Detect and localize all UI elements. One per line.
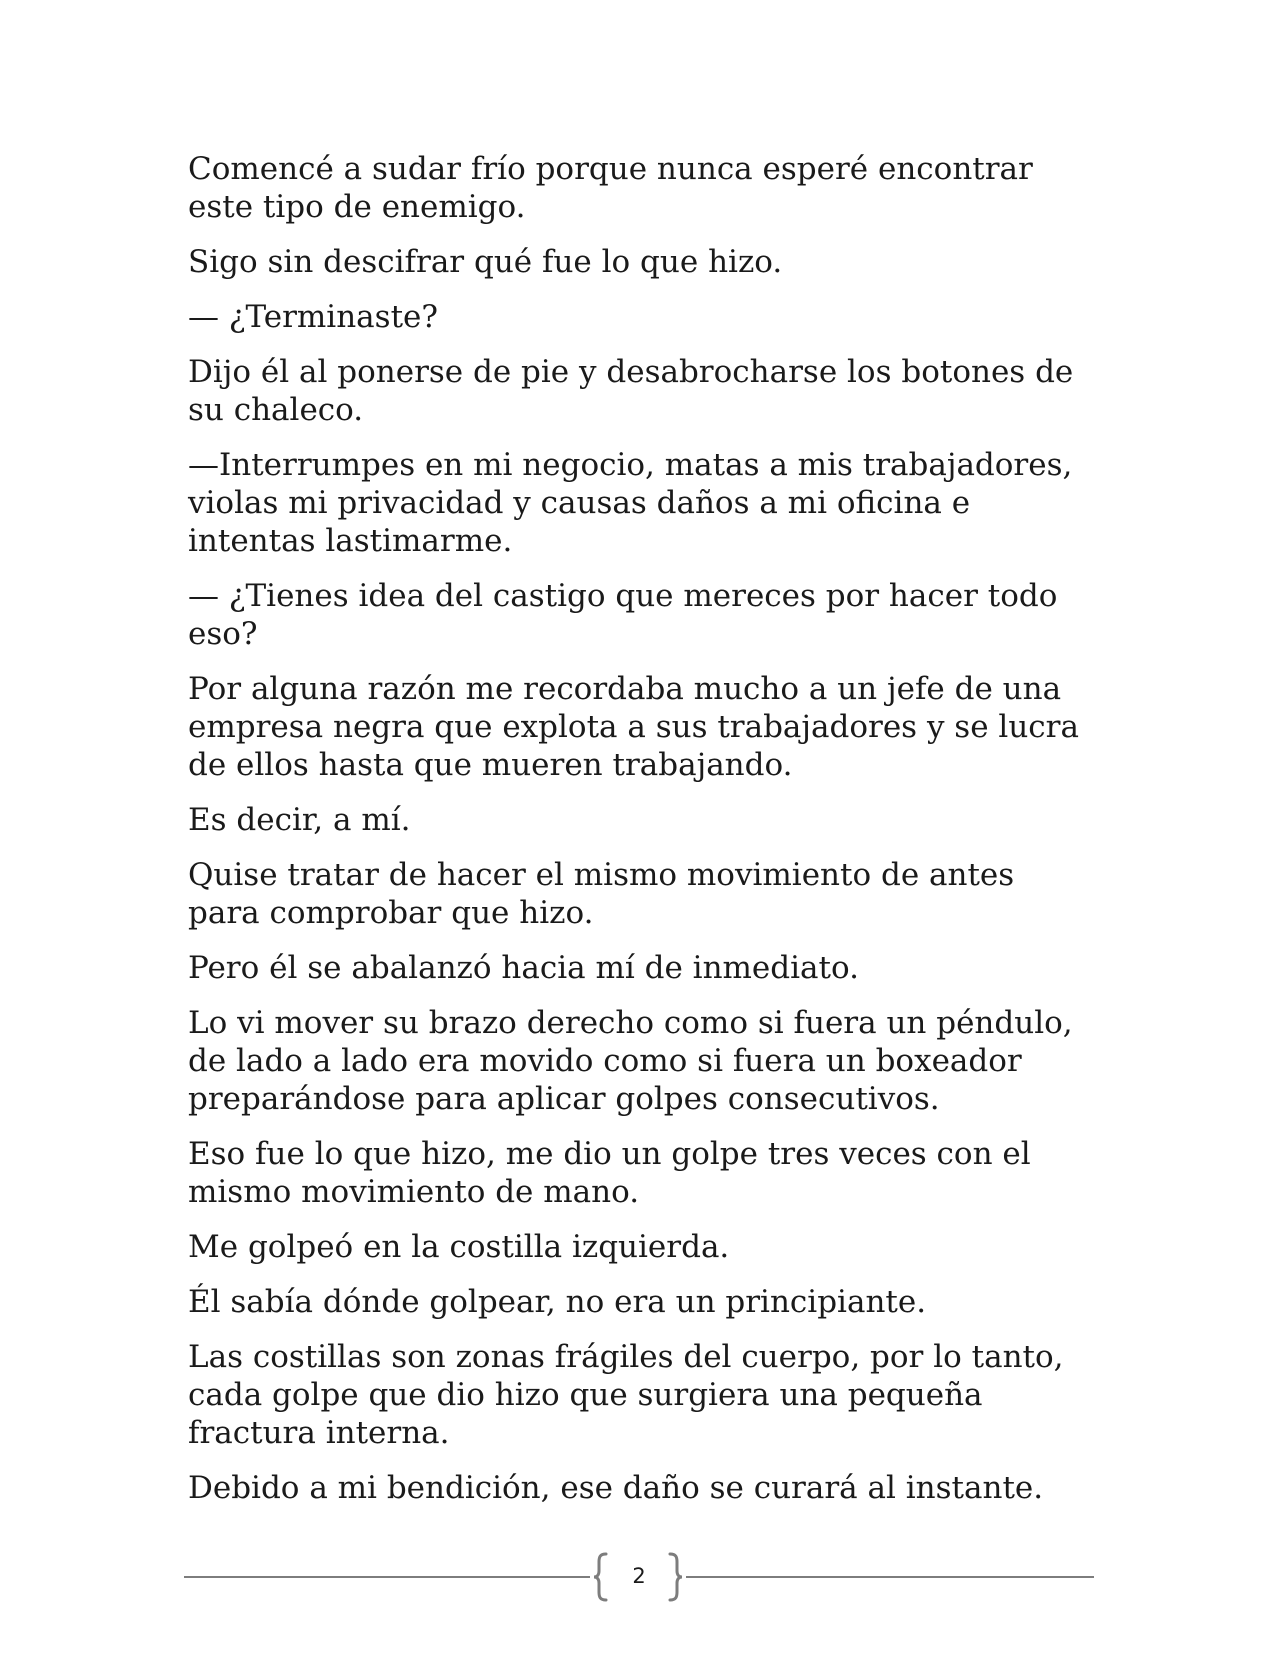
footer-rule-right — [686, 1576, 1094, 1578]
right-brace-icon — [664, 1552, 684, 1602]
paragraph: Me golpeó en la costilla izquierda. — [188, 1229, 730, 1265]
paragraph: Debido a mi bendición, ese daño se curará al instante. — [188, 1470, 1044, 1506]
paragraph: Lo vi mover su brazo derecho como si fuera un péndulo, de lado a lado era movido como si fuera un boxeador preparándose para aplicar golpes consecutivos. — [188, 1005, 1073, 1117]
paragraph: — ¿Terminaste? — [188, 299, 438, 335]
paragraph: —Interrumpes en mi negocio, matas a mis trabajadores, violas mi privacidad y causas daños a mi oficina e intentas lastimarme. — [188, 447, 1073, 559]
paragraph: Las costillas son zonas frágiles del cuerpo, por lo tanto, cada golpe que dio hizo que surgiera una pequeña fractura interna. — [188, 1339, 1064, 1451]
paragraph: Dijo él al ponerse de pie y desabrocharse los botones de su chaleco. — [188, 354, 1074, 428]
paragraph: Él sabía dónde golpear, no era un principiante. — [188, 1284, 927, 1320]
footer-rule-left — [184, 1576, 590, 1578]
paragraph: Es decir, a mí. — [188, 802, 411, 838]
page-footer — [184, 1552, 1094, 1602]
paragraph: Por alguna razón me recordaba mucho a un jefe de una empresa negra que explota a sus trabajadores y se lucra de ellos hasta que mueren trabajando. — [188, 671, 1079, 783]
paragraph: Quise tratar de hacer el mismo movimiento de antes para comprobar que hizo. — [188, 857, 1015, 931]
paragraph: Pero él se abalanzó hacia mí de inmediato. — [188, 950, 859, 986]
paragraph: Sigo sin descifrar qué fue lo que hizo. — [188, 244, 783, 280]
page-number: 2 — [632, 1564, 646, 1588]
paragraph: Comencé a sudar frío porque nunca esperé encontrar este tipo de enemigo. — [188, 151, 1033, 225]
paragraph: — ¿Tienes idea del castigo que mereces por hacer todo eso? — [188, 578, 1058, 652]
left-brace-icon — [592, 1552, 612, 1602]
page-body-text — [188, 150, 1088, 1524]
paragraph: Eso fue lo que hizo, me dio un golpe tres veces con el mismo movimiento de mano. — [188, 1136, 1031, 1210]
